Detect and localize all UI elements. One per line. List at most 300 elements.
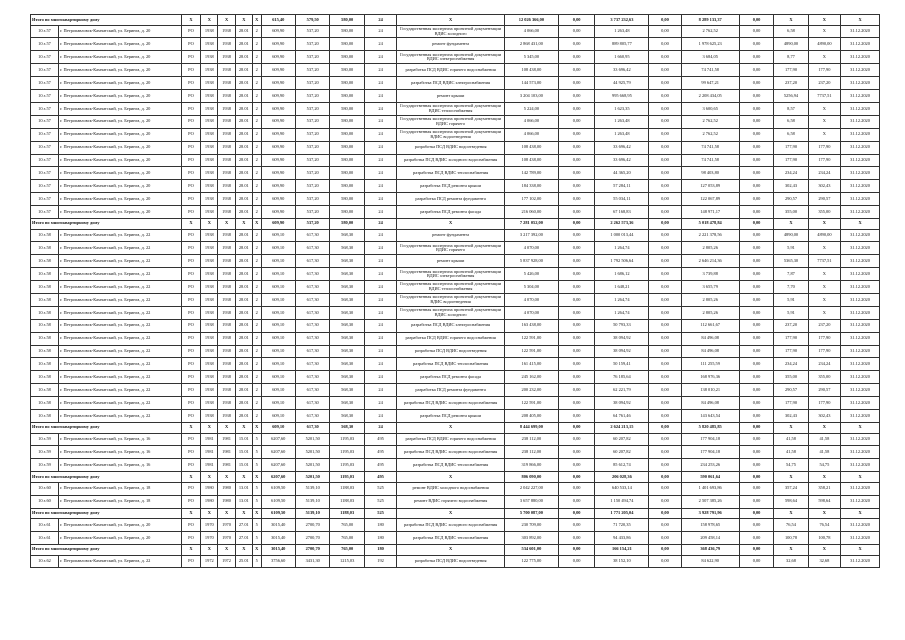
table-cell: 609,10 [261, 358, 295, 371]
table-cell: 568,30 [330, 410, 364, 423]
table-cell: 1938 [218, 306, 235, 319]
table-cell: X [218, 544, 235, 555]
address-cell: г. Петропавловск-Камчатский, ул. Беринга, д. 22 [59, 410, 182, 423]
table-cell: 15.01 [235, 433, 252, 446]
table-cell: 5139,10 [295, 495, 329, 508]
table-cell: РО [181, 482, 200, 495]
table-cell: 0,00 [739, 102, 773, 115]
table-cell: 1970 [201, 532, 218, 545]
table-cell: 609,90 [261, 128, 295, 141]
table-cell: 234,24 [774, 167, 808, 180]
table-cell: 1 648,21 [595, 281, 649, 294]
table-cell: 1195,03 [330, 459, 364, 472]
table-cell: 5 [252, 459, 261, 472]
table-cell: 617,30 [295, 371, 329, 384]
table-cell: 0,00 [739, 446, 773, 459]
table-cell: 568,30 [330, 255, 364, 268]
table-cell: 31.12.2020 [841, 128, 880, 141]
table-cell: 24 [364, 154, 396, 167]
table-cell: 180 [364, 544, 396, 555]
table-cell: 1938 [201, 410, 218, 423]
table-cell: 1981 [201, 459, 218, 472]
table-cell: 0,00 [558, 242, 595, 255]
table-cell: РО [181, 319, 200, 332]
house-total-label: Итого по многоквартирному дому [31, 544, 182, 555]
table-cell: X [201, 15, 218, 26]
table-cell: 24 [364, 229, 396, 242]
table-cell: 28.01 [235, 397, 252, 410]
table-cell: 15.01 [235, 446, 252, 459]
table-cell: 31.12.2020 [841, 345, 880, 358]
table-cell: 0,00 [558, 77, 595, 90]
table-cell: 0,00 [649, 345, 681, 358]
table-cell: 1938 [218, 294, 235, 307]
table-cell: ремонт крыши [397, 255, 505, 268]
table-cell: 8,57 [774, 102, 808, 115]
table-cell: 609,90 [261, 154, 295, 167]
table-cell: 177,90 [774, 397, 808, 410]
address-cell: г. Петропавловск-Камчатский, ул. Беринга, д. 16 [59, 459, 182, 472]
table-cell: РО [181, 51, 200, 64]
table-cell: 0,00 [649, 15, 681, 26]
table-row [31, 459, 880, 472]
table-cell: 6,58 [774, 25, 808, 38]
table-cell: 32,68 [774, 555, 808, 568]
table-cell: 0,00 [739, 15, 773, 26]
table-cell: 31.12.2020 [841, 180, 880, 193]
table-cell: 1 264,74 [595, 294, 649, 307]
table-cell: 1 000 013,44 [595, 229, 649, 242]
table-cell: 537,20 [295, 193, 329, 206]
table-cell: 5 [252, 433, 261, 446]
table-cell: 31.12.2020 [841, 532, 880, 545]
table-cell: 0,00 [558, 519, 595, 532]
table-cell: 0,00 [739, 397, 773, 410]
table-cell: 25.01 [235, 555, 252, 568]
table-cell: 617,30 [295, 281, 329, 294]
address-cell: г. Петропавловск-Камчатский, ул. Беринга, д. 20 [59, 115, 182, 128]
table-cell: 166 154,21 [595, 544, 649, 555]
table-cell: 995 668,95 [595, 90, 649, 103]
table-row [31, 306, 880, 319]
table-cell: РО [181, 77, 200, 90]
table-cell: 67 168,83 [595, 206, 649, 219]
table-cell: 0,00 [558, 446, 595, 459]
table-cell: 1980 [218, 482, 235, 495]
table-cell: 7,70 [774, 281, 808, 294]
address-cell: г. Петропавловск-Камчатский, ул. Беринга, д. 20 [59, 51, 182, 64]
table-cell: 28.01 [235, 25, 252, 38]
table-cell: 568,30 [330, 384, 364, 397]
table-cell: 0,00 [558, 459, 595, 472]
table-cell: 10.з.58 [31, 397, 59, 410]
table-cell: 1938 [218, 77, 235, 90]
address-cell: г. Петропавловск-Камчатский, ул. Беринга, д. 20 [59, 90, 182, 103]
address-cell: г. Петропавловск-Камчатский, ул. Беринга, д. 22 [59, 294, 182, 307]
table-cell: 0,00 [558, 206, 595, 219]
table-cell: 0,00 [739, 167, 773, 180]
table-cell: 177,90 [774, 154, 808, 167]
table-cell: 580,00 [330, 90, 364, 103]
table-cell: X [218, 218, 235, 229]
table-cell: 177,90 [774, 141, 808, 154]
table-cell: 100,78 [808, 532, 840, 545]
table-cell: 31.12.2020 [841, 242, 880, 255]
table-cell: 1970 [218, 519, 235, 532]
table-cell: 615,40 [261, 15, 295, 26]
table-cell: 609,10 [261, 319, 295, 332]
table-cell: 28.01 [235, 345, 252, 358]
table-cell: 609,10 [261, 281, 295, 294]
table-cell: 0,00 [739, 482, 773, 495]
table-cell: 0,00 [558, 332, 595, 345]
house-total-label: Итого по многоквартирному дому [31, 472, 182, 483]
table-cell: 4890,00 [808, 229, 840, 242]
table-cell: 0,00 [739, 532, 773, 545]
table-cell: 24 [364, 332, 396, 345]
table-cell: 1938 [218, 141, 235, 154]
table-cell: 0,00 [739, 242, 773, 255]
table-cell: 609,90 [261, 218, 295, 229]
table-cell: 0,00 [739, 64, 773, 77]
table-cell: 3 204 103,00 [504, 90, 558, 103]
table-cell: 6109,50 [261, 495, 295, 508]
table-cell: 0,00 [649, 90, 681, 103]
table-cell: 0,00 [649, 555, 681, 568]
table-cell: 28.01 [235, 64, 252, 77]
table-cell: 10.з.57 [31, 25, 59, 38]
table-cell: 28.01 [235, 294, 252, 307]
table-cell: 237,20 [774, 77, 808, 90]
house-total-row [31, 422, 880, 433]
table-cell: 24 [364, 422, 396, 433]
table-cell: 1938 [218, 410, 235, 423]
table-cell: 0,00 [649, 433, 681, 446]
table-cell: 0,00 [739, 255, 773, 268]
table-cell: X [841, 218, 880, 229]
table-cell: 74 741,58 [681, 64, 739, 77]
table-cell: 3 684,05 [681, 51, 739, 64]
address-cell: г. Петропавловск-Камчатский, ул. Беринга, д. 20 [59, 193, 182, 206]
table-cell: 10.з.58 [31, 332, 59, 345]
table-cell: 1938 [201, 77, 218, 90]
table-cell: 177 904,18 [681, 433, 739, 446]
table-cell: 177,90 [808, 397, 840, 410]
table-cell: 765,00 [330, 544, 364, 555]
table-cell: 1938 [218, 229, 235, 242]
table-cell: X [774, 544, 808, 555]
table-cell: 1938 [218, 102, 235, 115]
table-cell: 24 [364, 358, 396, 371]
table-cell: 609,10 [261, 268, 295, 281]
table-cell: 1938 [218, 319, 235, 332]
table-row [31, 167, 880, 180]
table-cell: X [252, 544, 261, 555]
table-cell: X [252, 508, 261, 519]
table-cell: 31.12.2020 [841, 38, 880, 51]
table-cell: 177 102,00 [504, 193, 558, 206]
table-cell: 1188,03 [330, 482, 364, 495]
table-cell: 1 264,74 [595, 306, 649, 319]
table-cell: 1 401 693,86 [681, 482, 739, 495]
table-cell: 0,00 [649, 206, 681, 219]
table-cell: ремонт ВДИС холодного водоснабжения [397, 482, 505, 495]
table-cell: 24 [364, 51, 396, 64]
table-cell: 2700,70 [295, 519, 329, 532]
table-cell: ремонт ВДИС горячего водоснабжения [397, 495, 505, 508]
table-cell: 1938 [218, 358, 235, 371]
table-cell: 55 034,11 [595, 193, 649, 206]
table-row [31, 25, 880, 38]
table-cell: 302,43 [808, 410, 840, 423]
table-cell: 1938 [218, 281, 235, 294]
table-cell: 10.з.57 [31, 180, 59, 193]
table-cell: 4 070,00 [504, 242, 558, 255]
table-cell: 0,00 [649, 255, 681, 268]
table-cell: 1972 [218, 555, 235, 568]
table-cell: РО [181, 519, 200, 532]
table-cell: 28.01 [235, 38, 252, 51]
table-cell: 2 624 213,15 [595, 422, 649, 433]
table-cell: X [235, 508, 252, 519]
table-cell: 0,00 [649, 141, 681, 154]
table-cell: 0,00 [739, 472, 773, 483]
table-cell: 0,00 [739, 371, 773, 384]
table-cell: 28.01 [235, 102, 252, 115]
table-cell: 580,00 [330, 51, 364, 64]
table-cell: 580,00 [330, 38, 364, 51]
table-cell: 184 338,00 [504, 180, 558, 193]
table-cell: 2 [252, 115, 261, 128]
table-cell: 2 [252, 193, 261, 206]
table-cell: 609,90 [261, 38, 295, 51]
table-cell: 617,30 [295, 384, 329, 397]
table-cell: 568,30 [330, 397, 364, 410]
table-cell: 6109,50 [261, 508, 295, 519]
table-cell: 5,91 [774, 242, 808, 255]
table-cell: 10.з.58 [31, 384, 59, 397]
table-cell: 31.12.2020 [841, 141, 880, 154]
table-cell: 3 657 880,00 [504, 495, 558, 508]
table-cell: 24 [364, 397, 396, 410]
capital-repair-table [30, 14, 880, 568]
table-cell: 2 [252, 242, 261, 255]
table-cell: 10.з.61 [31, 519, 59, 532]
table-cell: 1 771 205,04 [595, 508, 649, 519]
table-cell: 5365,30 [774, 255, 808, 268]
table-cell: 31.12.2020 [841, 268, 880, 281]
table-cell: разработка ПСД ВДИС водоотведения [397, 345, 505, 358]
table-cell: 28.01 [235, 51, 252, 64]
table-cell: X [252, 422, 261, 433]
table-cell: X [181, 472, 200, 483]
table-cell: 0,00 [558, 544, 595, 555]
table-cell: 525 [364, 508, 396, 519]
table-cell: РО [181, 433, 200, 446]
house-total-label: Итого по многоквартирному дому [31, 508, 182, 519]
table-cell: 5 [252, 482, 261, 495]
table-cell: 1938 [201, 242, 218, 255]
table-cell: 76,54 [774, 519, 808, 532]
table-cell: разработка ПСД ВДИС теплоснабжения [397, 532, 505, 545]
table-cell: 609,90 [261, 90, 295, 103]
table-cell: 609,10 [261, 371, 295, 384]
table-cell: 568,30 [330, 268, 364, 281]
table-cell: 5201,50 [295, 459, 329, 472]
table-cell: 1938 [201, 345, 218, 358]
table-cell: X [397, 15, 505, 26]
table-row [31, 229, 880, 242]
table-cell: 10.з.59 [31, 459, 59, 472]
table-cell: 2 [252, 90, 261, 103]
table-cell: 31.12.2020 [841, 433, 880, 446]
table-cell: 0,00 [649, 38, 681, 51]
table-row [31, 180, 880, 193]
table-cell: 0,00 [649, 371, 681, 384]
address-cell: г. Петропавловск-Камчатский, ул. Беринга, д. 20 [59, 77, 182, 90]
table-cell: 237,20 [808, 77, 840, 90]
table-cell: 2 [252, 281, 261, 294]
table-cell: 0,00 [649, 281, 681, 294]
table-cell: 319 866,00 [504, 459, 558, 472]
table-cell: 0,00 [649, 397, 681, 410]
table-cell: 5201,50 [295, 472, 329, 483]
table-row [31, 128, 880, 141]
table-cell: 0,00 [649, 167, 681, 180]
table-cell: X [774, 508, 808, 519]
table-cell: 1938 [201, 51, 218, 64]
table-cell: 10.з.58 [31, 229, 59, 242]
table-cell: 31.12.2020 [841, 294, 880, 307]
table-cell: X [252, 15, 261, 26]
table-row [31, 38, 880, 51]
table-cell: 1195,03 [330, 433, 364, 446]
table-cell: РО [181, 397, 200, 410]
table-cell: 537,20 [295, 90, 329, 103]
table-cell: 24 [364, 15, 396, 26]
table-cell: 537,20 [295, 141, 329, 154]
table-cell: 1938 [201, 38, 218, 51]
table-cell: 568,30 [330, 332, 364, 345]
table-cell: 0,00 [558, 555, 595, 568]
table-cell: 2 [252, 141, 261, 154]
table-cell: 28.01 [235, 371, 252, 384]
table-cell: 10.з.58 [31, 371, 59, 384]
table-cell: 525 [364, 495, 396, 508]
table-cell: 5201,50 [295, 433, 329, 446]
table-cell: 1938 [218, 268, 235, 281]
address-cell: г. Петропавловск-Камчатский, ул. Беринга, д. 20 [59, 25, 182, 38]
table-cell: РО [181, 532, 200, 545]
table-cell: 765,00 [330, 519, 364, 532]
table-cell: 1938 [218, 332, 235, 345]
table-cell: X [218, 472, 235, 483]
address-cell: г. Петропавловск-Камчатский, ул. Беринга, д. 20 [59, 167, 182, 180]
table-cell: 0,00 [649, 229, 681, 242]
table-cell: 495 [364, 446, 396, 459]
table-cell: РО [181, 281, 200, 294]
table-cell: 580,00 [330, 15, 364, 26]
table-cell: ремонт крыши [397, 90, 505, 103]
table-cell: 10.з.57 [31, 77, 59, 90]
table-cell: 28.01 [235, 229, 252, 242]
table-cell: 640 533,14 [595, 482, 649, 495]
table-cell: разработка ПСД ВДИС горячего водоснабжения [397, 64, 505, 77]
table-cell: X [181, 15, 200, 26]
table-cell: X [808, 306, 840, 319]
table-cell: 1938 [201, 229, 218, 242]
table-cell: разработка ПСД ВДИС теплоснабжения [397, 459, 505, 472]
table-cell: 0,00 [739, 519, 773, 532]
table-cell: 31.12.2020 [841, 154, 880, 167]
table-cell: 537,20 [295, 180, 329, 193]
table-row [31, 255, 880, 268]
table-cell: 0,00 [558, 294, 595, 307]
table-cell: 54,75 [808, 459, 840, 472]
table-cell: 84 496,08 [681, 397, 739, 410]
address-cell: г. Петропавловск-Камчатский, ул. Беринга, д. 20 [59, 64, 182, 77]
table-cell: 6,58 [774, 115, 808, 128]
table-cell: 3 655,79 [681, 281, 739, 294]
table-cell: 28.01 [235, 332, 252, 345]
table-cell: 355,00 [808, 371, 840, 384]
table-cell: 108 438,00 [504, 64, 558, 77]
table-cell: 2 762,52 [681, 128, 739, 141]
table-cell: 192 [364, 555, 396, 568]
house-total-row [31, 544, 880, 555]
table-cell: 28.01 [235, 77, 252, 90]
table-cell: 10.з.62 [31, 555, 59, 568]
table-cell: 28.01 [235, 206, 252, 219]
table-cell: 99 647,21 [681, 77, 739, 90]
table-cell: разработка ПСД ВДИС электроснабжения [397, 319, 505, 332]
table-row [31, 384, 880, 397]
table-cell: 10.з.60 [31, 482, 59, 495]
table-cell: 2 208 434,05 [681, 90, 739, 103]
table-cell: 2700,70 [295, 544, 329, 555]
table-cell: 24 [364, 128, 396, 141]
table-cell: 0,00 [739, 77, 773, 90]
address-cell: г. Петропавловск-Камчатский, ул. Беринга, д. 22 [59, 229, 182, 242]
table-cell: 177,90 [808, 141, 840, 154]
table-cell: 2 [252, 154, 261, 167]
table-cell: разработка ПСД ВДИС холодного водоснабжения [397, 154, 505, 167]
table-cell: 0,00 [739, 141, 773, 154]
address-cell: г. Петропавловск-Камчатский, ул. Беринга, д. 22 [59, 255, 182, 268]
table-cell: 24 [364, 384, 396, 397]
table-cell: X [201, 422, 218, 433]
table-cell: 177,90 [808, 64, 840, 77]
table-cell: разработка ПСД ремонта фасада [397, 371, 505, 384]
table-cell: 54,75 [774, 459, 808, 472]
table-cell: 234,24 [774, 358, 808, 371]
table-cell: 2 762,52 [681, 115, 739, 128]
table-cell: 2 [252, 64, 261, 77]
table-cell: 1938 [201, 268, 218, 281]
table-cell: 10.з.58 [31, 306, 59, 319]
table-cell: 2 [252, 167, 261, 180]
table-cell: 1938 [201, 319, 218, 332]
table-cell: 41,58 [774, 433, 808, 446]
table-cell: 580,00 [330, 167, 364, 180]
table-cell: X [808, 422, 840, 433]
table-cell: 4 070,00 [504, 306, 558, 319]
table-cell: РО [181, 446, 200, 459]
table-cell: 0,00 [649, 495, 681, 508]
table-cell: 2 805,26 [681, 242, 739, 255]
table-cell: 177 904,18 [681, 446, 739, 459]
table-cell: 1981 [218, 459, 235, 472]
